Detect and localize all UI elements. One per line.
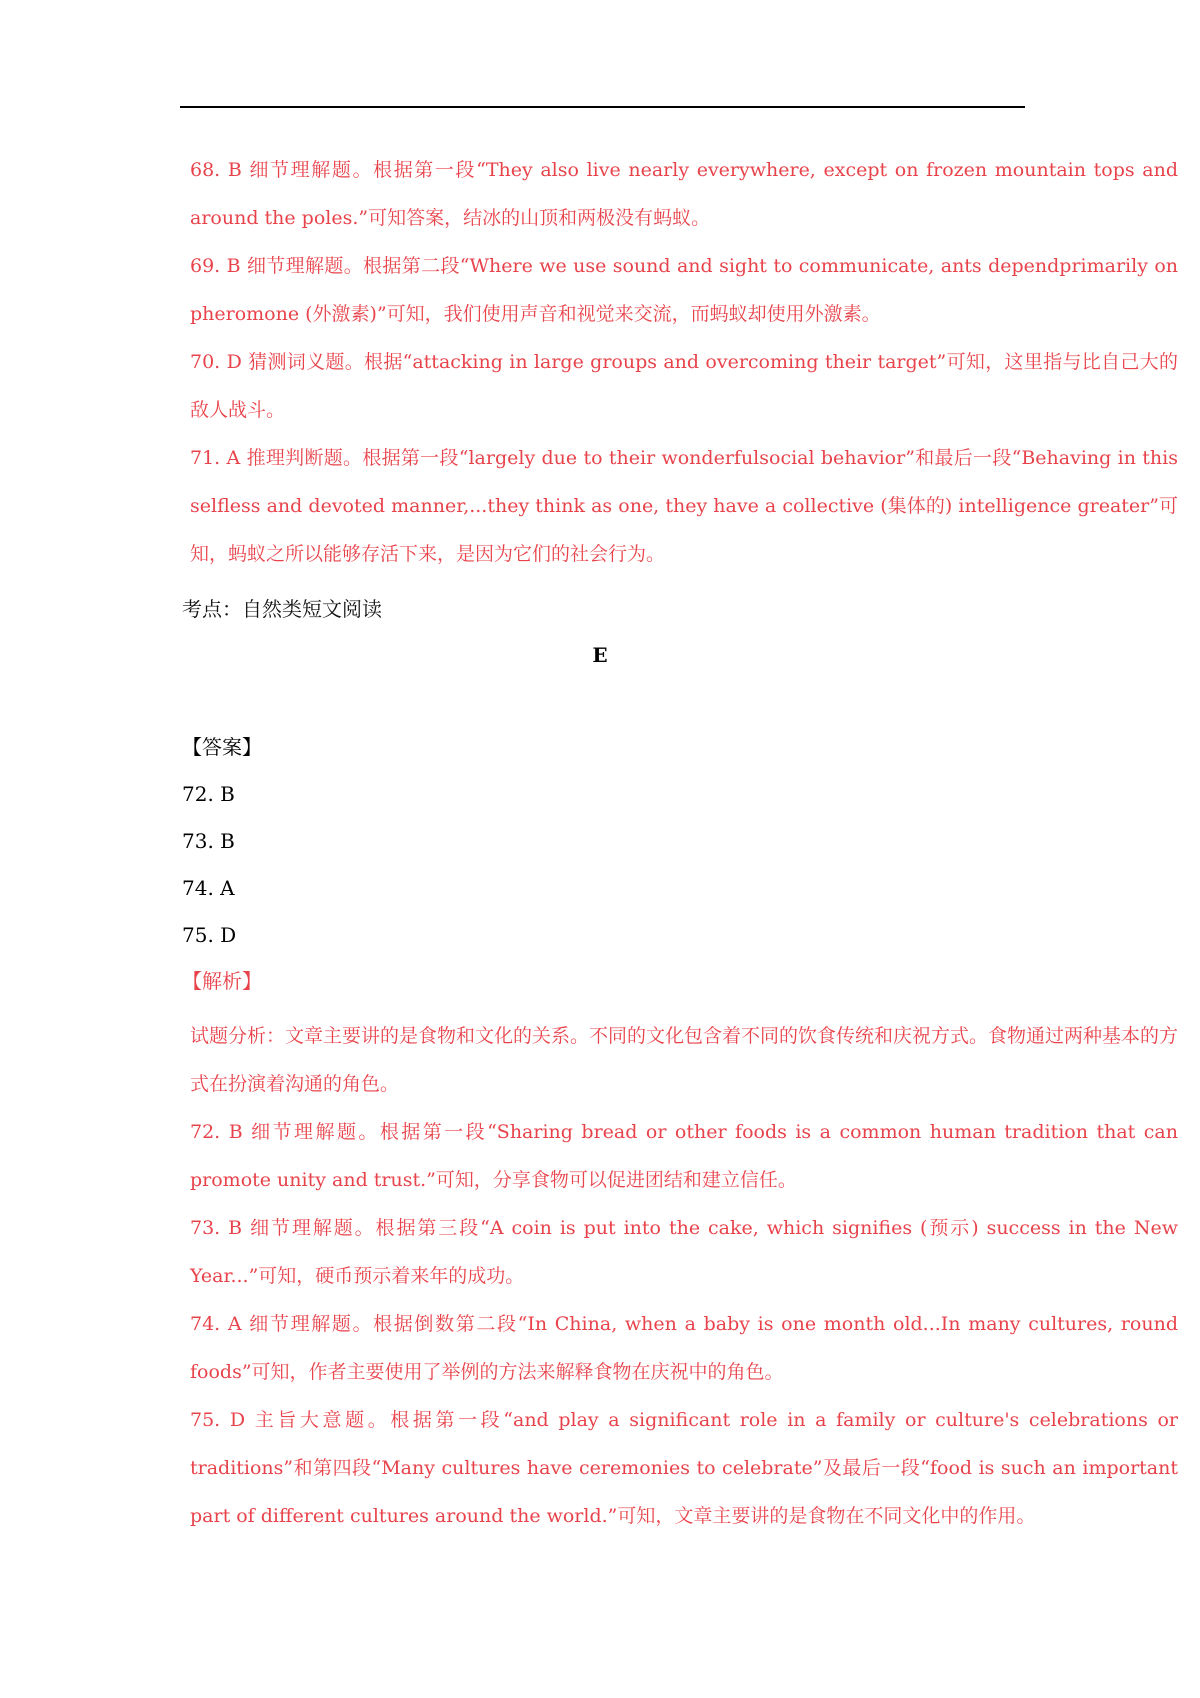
analysis-summary: 试题分析：文章主要讲的是食物和文化的关系。不同的文化包含着不同的饮食传统和庆祝方式。食物通过两种基本的方式在扮演着沟通的角色。 [190, 1025, 1179, 1095]
header-rule [180, 106, 1025, 108]
explanation-71: 71. A 推理判断题。根据第一段“largely due to their wonderfulsocial behavior”和最后一段“Behaving in this selfless and devoted manner,...they think as one, they have a collective (集体的) intelligence greater”可知，蚂蚁之所以能够存活下来，是因为它们的社会行为。 [190, 447, 1178, 565]
analysis-label: 【解析】 [182, 969, 262, 993]
analysis-73: 73. B 细节理解题。根据第三段“A coin is put into the cake, which signifies (预示) success in the New Year...”可知，硬币预示着来年的成功。 [190, 1217, 1178, 1287]
previous-explanations [190, 146, 1178, 578]
explanation-68: 68. B 细节理解题。根据第一段“They also live nearly everywhere, except on frozen mountain tops and around the poles.”可知答案，结冰的山顶和两极没有蚂蚁。 [190, 159, 1178, 229]
answer-74: 74. A [182, 876, 235, 900]
explanation-69: 69. B 细节理解题。根据第二段“Where we use sound and sight to communicate, ants dependprimarily on pheromone (外激素)”可知，我们使用声音和视觉来交流，而蚂蚁却使用外激素。 [190, 255, 1178, 325]
section-letter: E [592, 643, 608, 667]
answer-72: 72. B [182, 782, 235, 806]
analysis-74: 74. A 细节理解题。根据倒数第二段“In China, when a baby is one month old...In many cultures, round foods”可知，作者主要使用了举例的方法来解释食物在庆祝中的角色。 [190, 1313, 1178, 1383]
answer-75: 75. D [182, 923, 237, 947]
answer-label: 【答案】 [182, 735, 262, 759]
kaodian-line: 考点：自然类短文阅读 [182, 597, 382, 621]
analysis-75: 75. D 主旨大意题。根据第一段“and play a significant role in a family or culture's celebrations or traditions”和第四段“Many cultures have ceremonies to celebrate”及最后一段“food is such an important part of different cultures around the world.”可知，文章主要讲的是食物在不同文化中的作用。 [190, 1409, 1178, 1527]
analysis-72: 72. B 细节理解题。根据第一段“Sharing bread or other foods is a common human tradition that can promote unity and trust.”可知，分享食物可以促进团结和建立信任。 [190, 1121, 1178, 1191]
explanation-70: 70. D 猜测词义题。根据“attacking in large groups and overcoming their target”可知，这里指与比自己大的敌人战斗。 [190, 351, 1178, 421]
answer-73: 73. B [182, 829, 235, 853]
analysis-block [190, 1012, 1178, 1540]
